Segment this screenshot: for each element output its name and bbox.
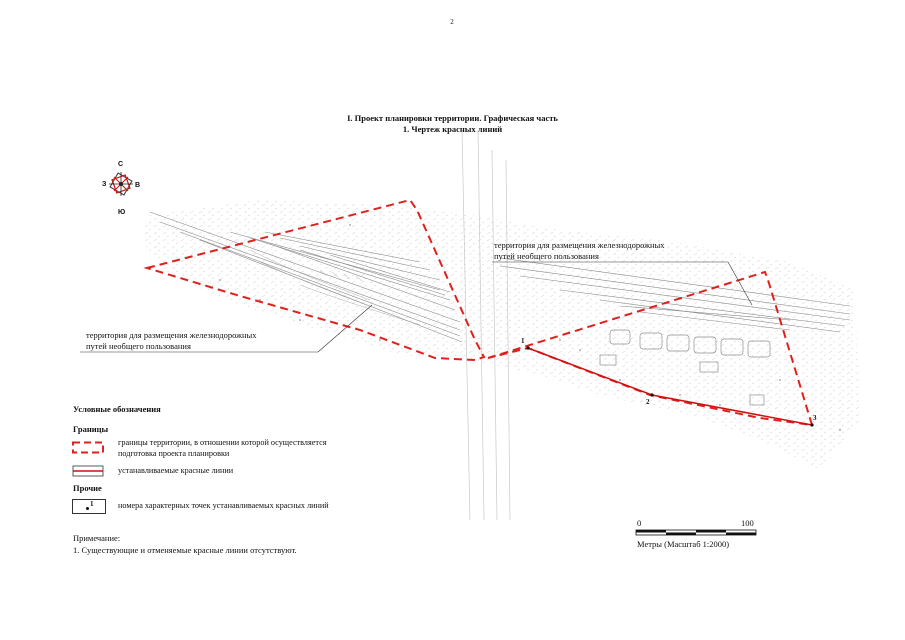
point-marker-2 [650, 393, 653, 396]
title-line-2: 1. Чертеж красных линий [402, 124, 503, 134]
legend-boundary-line2: подготовка проекта планировки [118, 449, 230, 458]
map-label-right [494, 240, 665, 262]
map-label-left [86, 330, 257, 352]
map-label-left-line2: путей необщего пользования [86, 341, 191, 351]
note-title: Примечание: [73, 533, 121, 543]
legend-point-dot [86, 507, 89, 510]
title-line-1: I. Проект планировки территории. Графическая часть [347, 113, 558, 123]
compass-west: З [102, 181, 107, 188]
legend-boundary-symbol [72, 441, 104, 454]
point-marker-3 [810, 423, 813, 426]
map-label-left-line1: территория для размещения железнодорожных [86, 330, 257, 340]
legend-redline-text: устанавливаемые красные линии [118, 466, 234, 475]
legend-redline-symbol [72, 464, 104, 476]
basemap [140, 130, 860, 520]
scale-caption: Метры (Масштаб 1:2000) [637, 539, 730, 549]
map-label-right-line1: территория для размещения железнодорожных [494, 240, 665, 250]
legend-boundary-text [118, 437, 326, 459]
legend-section-other: Прочие [73, 483, 102, 493]
scale-bar [635, 518, 765, 558]
legend-point-symbol [72, 499, 106, 514]
legend-points-text: номера характерных точек устанавливаемых красных линий [118, 501, 329, 510]
point-label-1: 1 [521, 337, 525, 345]
compass-north: С [118, 161, 124, 168]
scale-bar-graphic [635, 529, 760, 537]
compass-east: В [135, 182, 141, 189]
point-label-3: 3 [813, 414, 817, 422]
legend-section-boundaries: Границы [73, 424, 109, 434]
map-label-right-line2: путей необщего пользования [494, 251, 599, 261]
scale-zero: 0 [637, 518, 642, 528]
point-label-2: 2 [646, 398, 650, 406]
point-marker-1 [526, 346, 529, 349]
note-text: 1. Существующие и отменяемые красные линии отсутствуют. [73, 545, 297, 555]
note [73, 532, 297, 556]
legend-boundary-line1: границы территории, в отношении которой осуществляется [118, 438, 327, 447]
compass-south: Ю [118, 209, 126, 216]
legend-title: Условные обозначения [73, 404, 161, 414]
scale-max: 100 [741, 518, 754, 528]
legend-point-sample: 1 [90, 500, 94, 508]
page-number: 2 [450, 18, 454, 26]
